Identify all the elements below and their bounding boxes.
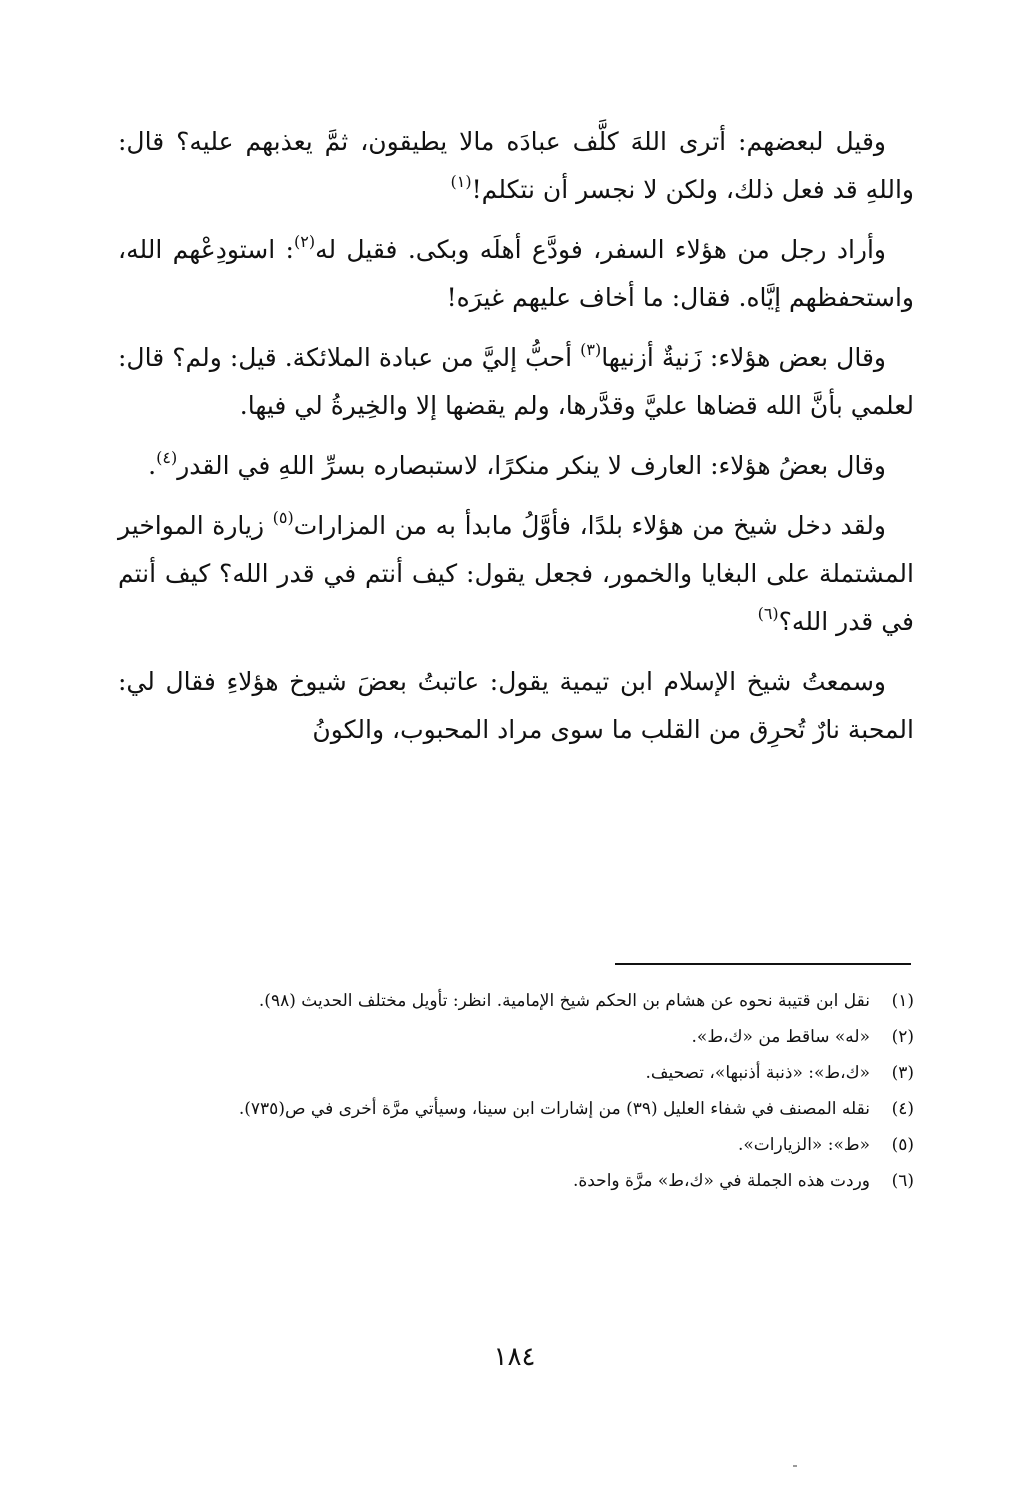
main-text <box>118 118 914 766</box>
footnote-number: (١) <box>891 991 914 1011</box>
paragraph-2-text: وأراد رجل من هؤلاء السفر، فودَّع أهلَه وبكى. فقيل له <box>315 235 887 264</box>
paragraph-6-text: وسمعتُ شيخ الإسلام ابن تيمية يقول: عاتبتُ بعضَ شيوخ هؤلاءِ فقال لي: المحبة نارٌ تُحرِق من القلب ما سوى مراد المحبوب، والكونُ <box>118 667 914 744</box>
paragraph-3-text: وقال بعض هؤلاء: زَنيةٌ أزنيها <box>601 343 886 372</box>
paragraph-5 <box>118 502 914 646</box>
footnote-text: «له» ساقط من «ك،ط». <box>691 1027 870 1047</box>
footnote-number: (٢) <box>891 1027 914 1047</box>
paragraph-1 <box>118 118 914 214</box>
paragraph-4-continuation: . <box>148 451 157 480</box>
footnote-number: (٣) <box>891 1063 914 1083</box>
footnote-number: (٦) <box>891 1171 914 1191</box>
paragraph-5-continuation: زيارة المواخير المشتملة على البغايا والخمور، فجعل يقول: كيف أنتم في قدر الله؟ كيف أنتم في قدر الله؟ <box>118 511 914 636</box>
footnote-number: (٤) <box>891 1099 914 1119</box>
footnote-5 <box>118 1128 914 1162</box>
footnote-3 <box>118 1056 914 1090</box>
footnote-text: وردت هذه الجملة في «ك،ط» مرَّة واحدة. <box>572 1171 870 1191</box>
paragraph-3-continuation: أحبُّ إليَّ من عبادة الملائكة. قيل: ولم؟ قال: لعلمي بأنَّ الله قضاها عليَّ وقدَّرها، ولم يقضها إلا والخِيرةُ لي فيها. <box>118 343 914 420</box>
footnote-ref-3: (٣) <box>580 339 602 359</box>
footnote-1 <box>118 984 914 1018</box>
paragraph-6 <box>118 658 914 754</box>
paragraph-3 <box>118 334 914 430</box>
footnote-text: نقله المصنف في شفاء العليل (٣٩) من إشارات ابن سينا، وسيأتي مرَّة أخرى في ص(٧٣٥). <box>238 1099 870 1119</box>
paragraph-2 <box>118 226 914 322</box>
paragraph-5-text: ولقد دخل شيخ من هؤلاء بلدًا، فأوَّلُ مابدأ به من المزارات <box>293 511 886 540</box>
footnote-ref-1: (١) <box>450 171 472 191</box>
paragraph-2-continuation: : استودِعْهم الله، واستحفظهم إيَّاه. فقال: ما أخاف عليهم غيرَه! <box>118 235 914 312</box>
footnote-2 <box>118 1020 914 1054</box>
scan-speck <box>793 1465 797 1467</box>
footnote-ref-6: (٦) <box>757 603 779 623</box>
footnote-6 <box>118 1164 914 1198</box>
paragraph-4-text: وقال بعضُ هؤلاء: العارف لا ينكر منكرًا، لاستبصاره بسرِّ اللهِ في القدر <box>177 451 886 480</box>
paragraph-1-text: وقيل لبعضهم: أترى اللهَ كلَّف عبادَه مالا يطيقون، ثمَّ يعذبهم عليه؟ قال: واللهِ قد فعل ذلك، ولكن لا نجسر أن نتكلم! <box>118 127 914 204</box>
footnote-separator <box>615 963 911 965</box>
footnote-4 <box>118 1092 914 1126</box>
paragraph-4 <box>118 442 914 490</box>
footnote-number: (٥) <box>891 1135 914 1155</box>
footnote-text: نقل ابن قتيبة نحوه عن هشام بن الحكم شيخ الإمامية. انظر: تأويل مختلف الحديث (٩٨). <box>258 991 870 1011</box>
footnote-ref-5: (٥) <box>272 507 294 527</box>
footnote-ref-2: (٢) <box>293 231 316 251</box>
footnote-text: «ط»: «الزيارات». <box>738 1135 870 1155</box>
footnotes <box>118 984 914 1200</box>
footnote-ref-4: (٤) <box>156 447 178 467</box>
footnote-text: «ك،ط»: «ذنبة أذنبها»، تصحيف. <box>645 1063 870 1083</box>
page-number: ١٨٤ <box>493 1342 536 1372</box>
